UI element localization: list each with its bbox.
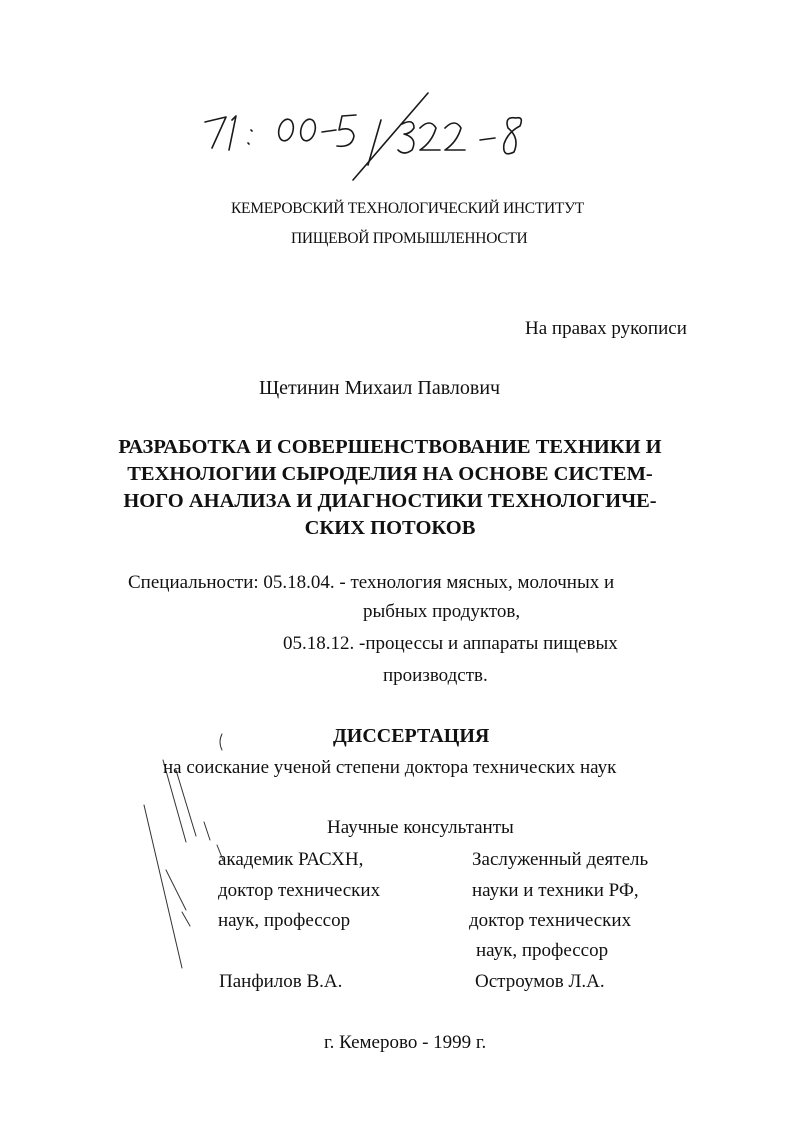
dissertation-heading: ДИССЕРТАЦИЯ — [333, 725, 490, 747]
dissertation-title — [100, 434, 680, 542]
author-name: Щетинин Михаил Павлович — [259, 377, 501, 399]
consultant-left-line: академик РАСХН, — [218, 849, 364, 870]
title-line: СКИХ ПОТОКОВ — [304, 517, 476, 539]
institute-line-1: КЕМЕРОВСКИЙ ТЕХНОЛОГИЧЕСКИЙ ИНСТИТУТ — [231, 200, 584, 217]
specialty-line-1: Специальности: 05.18.04. - технология мясных, молочных и — [128, 572, 615, 593]
title-line: РАЗРАБОТКА И СОВЕРШЕНСТВОВАНИЕ ТЕХНИКИ И — [118, 436, 662, 458]
consultant-left-line: наук, профессор — [218, 910, 351, 931]
consultant-right-line: наук, профессор — [476, 940, 609, 961]
consultant-right-line: Заслуженный деятель — [472, 849, 649, 870]
consultant-right-line: науки и техники РФ, — [472, 880, 639, 901]
title-line: ТЕХНОЛОГИИ СЫРОДЕЛИЯ НА ОСНОВЕ СИСТЕМ- — [127, 463, 653, 485]
manuscript-note: На правах рукописи — [525, 318, 687, 339]
consultant-right-name: Остроумов Л.А. — [475, 971, 605, 992]
specialty-line-4: производств. — [383, 665, 488, 686]
dissertation-subtitle: на соискание ученой степени доктора технических наук — [163, 757, 617, 778]
consultant-right-line: доктор технических — [469, 910, 632, 931]
place-year: г. Кемерово - 1999 г. — [324, 1032, 487, 1053]
institute-line-2: ПИЩЕВОЙ ПРОМЫШЛЕННОСТИ — [291, 230, 528, 247]
consultant-left-line: доктор технических — [218, 880, 381, 901]
specialty-line-2: рыбных продуктов, — [363, 601, 521, 622]
title-line: НОГО АНАЛИЗА И ДИАГНОСТИКИ ТЕХНОЛОГИЧЕ- — [123, 490, 657, 512]
consultant-left-name: Панфилов В.А. — [219, 971, 343, 992]
consultants-heading: Научные консультанты — [327, 817, 514, 838]
specialty-line-3: 05.18.12. -процессы и аппараты пищевых — [283, 633, 618, 654]
